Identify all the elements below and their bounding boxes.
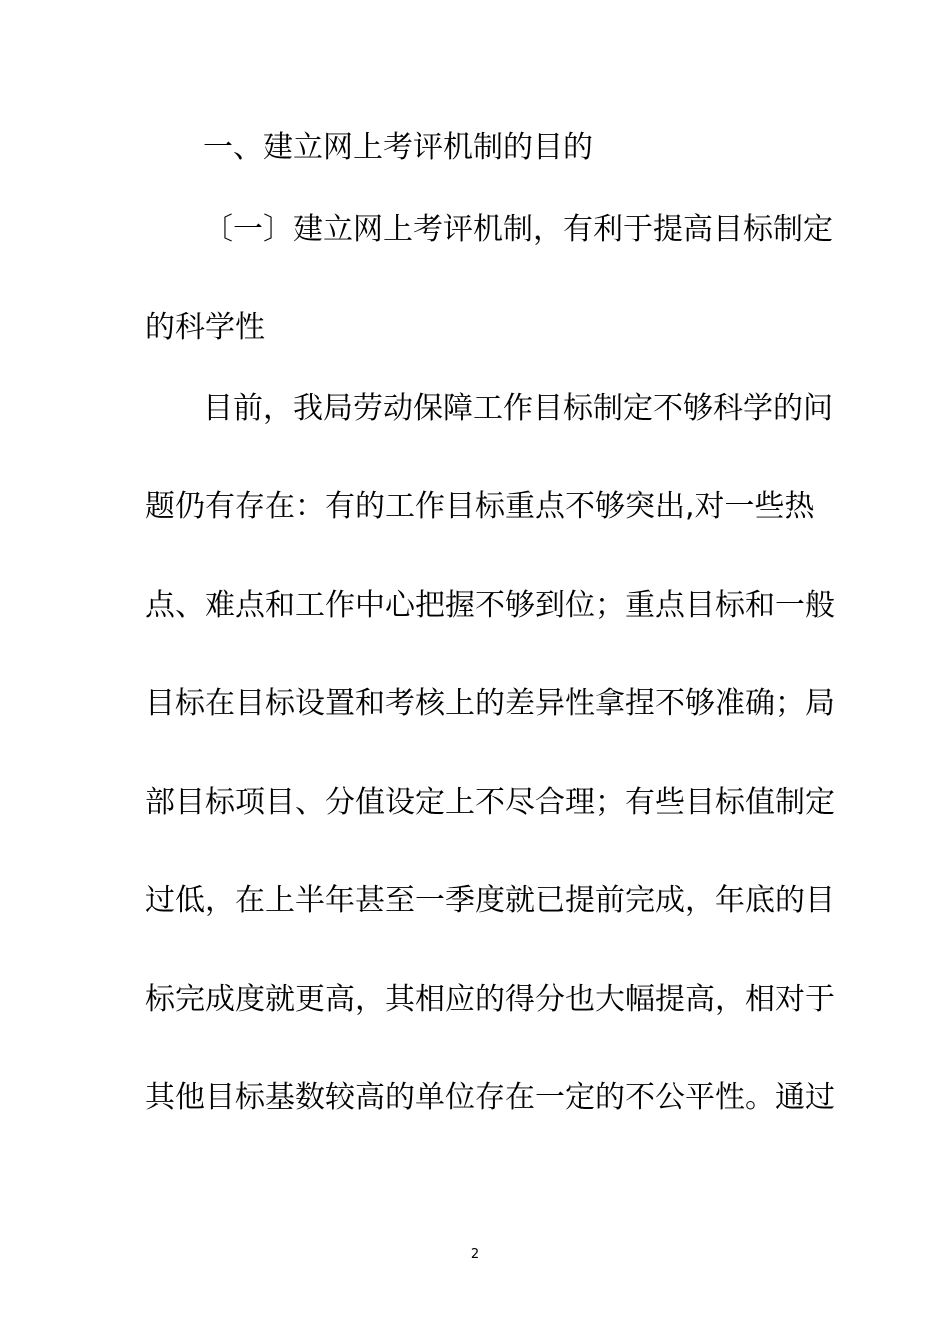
subsection-heading-line-1: 〔一〕建立网上考评机制，有利于提高目标制定 [203,212,833,247]
paragraph-line: 目前，我局劳动保障工作目标制定不够科学的问 [203,391,833,426]
paragraph-line: 点、难点和工作中心把握不够到位；重点目标和一般 [145,588,835,623]
paragraph-line: 标完成度就更高，其相应的得分也大幅提高，相对于 [145,982,835,1017]
paragraph-line: 部目标项目、分值设定上不尽合理；有些目标值制定 [145,785,835,820]
section-heading: 一、建立网上考评机制的目的 [203,130,593,165]
page-number: 2 [470,1247,480,1262]
paragraph-line: 题仍有存在：有的工作目标重点不够突出,对一些热 [145,489,815,524]
paragraph-line: 目标在目标设置和考核上的差异性拿捏不够准确；局 [145,686,835,721]
subsection-heading-line-2: 的科学性 [145,310,265,345]
paragraph-line: 其他目标基数较高的单位存在一定的不公平性。通过 [145,1080,835,1115]
paragraph-line: 过低，在上半年甚至一季度就已提前完成，年底的目 [145,883,835,918]
